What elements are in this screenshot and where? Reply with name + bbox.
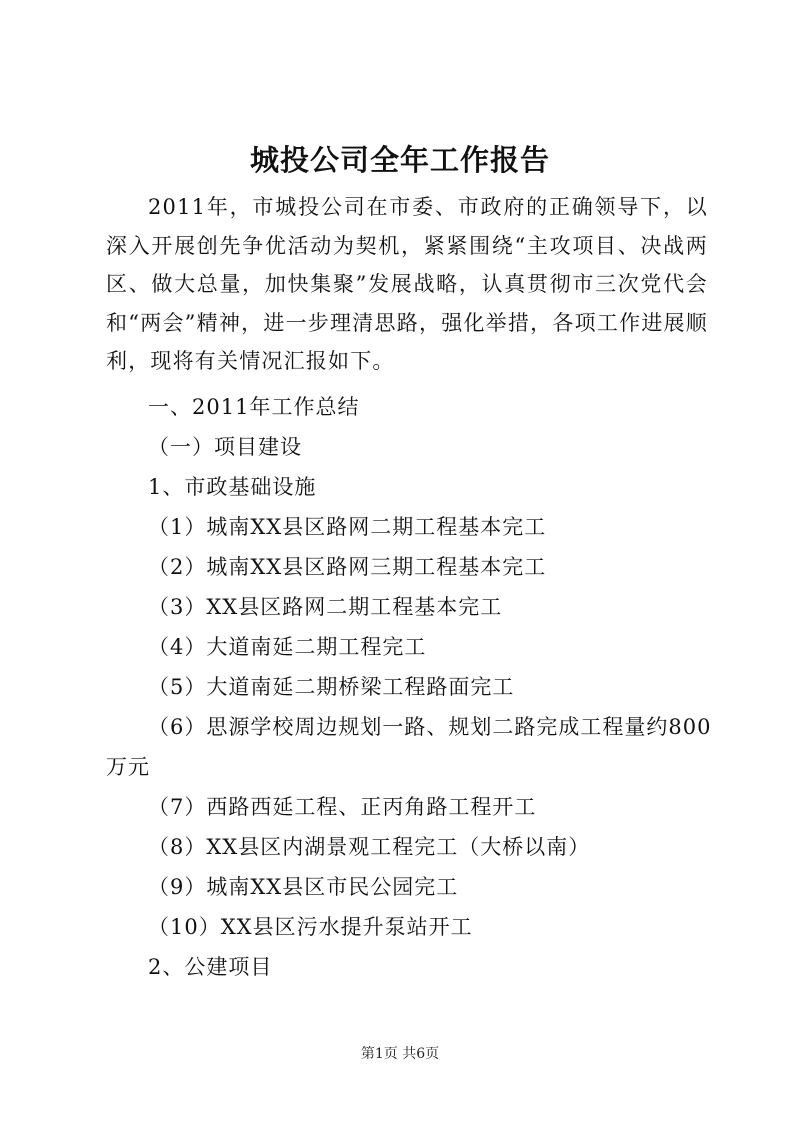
list-item-continuation: 万元 xyxy=(106,755,150,779)
subsection-heading: （一）项目建设 xyxy=(148,435,302,459)
list-item: （3）XX县区路网二期工程基本完工 xyxy=(148,595,503,619)
list-item: （2）城南XX县区路网三期工程基本完工 xyxy=(148,555,547,579)
intro-paragraph: 2011年，市城投公司在市委、市政府的正确领导下，以深入开展创先争优活动为契机，紧紧围绕“主攻项目、决战两区、做大总量，加快集聚”发展战略，认真贯彻市三次党代会和“两会”精神，进一步理清思路，强化举措，各项工作进展顺利，现将有关情况汇报如下。 xyxy=(106,195,708,373)
list-item: （7）西路西延工程、正丙角路工程开工 xyxy=(148,795,537,819)
category-heading: 2、公建项目 xyxy=(148,955,273,979)
list-item: （6）思源学校周边规划一路、规划二路完成工程量约800 xyxy=(148,715,712,739)
document-title: 城投公司全年工作报告 xyxy=(249,143,550,177)
list-item: （10）XX县区污水提升泵站开工 xyxy=(148,915,473,939)
list-item: （5）大道南延二期桥梁工程路面完工 xyxy=(148,675,515,699)
page-footer: 第1页 共6页 xyxy=(360,1046,440,1062)
section-heading: 一、2011年工作总结 xyxy=(148,395,360,419)
list-item: （9）城南XX县区市民公园完工 xyxy=(148,875,459,899)
category-heading: 1、市政基础设施 xyxy=(148,475,317,499)
list-item: （4）大道南延二期工程完工 xyxy=(148,635,427,659)
list-item: （1）城南XX县区路网二期工程基本完工 xyxy=(148,515,547,539)
list-item: （8）XX县区内湖景观工程完工（大桥以南） xyxy=(148,835,591,859)
